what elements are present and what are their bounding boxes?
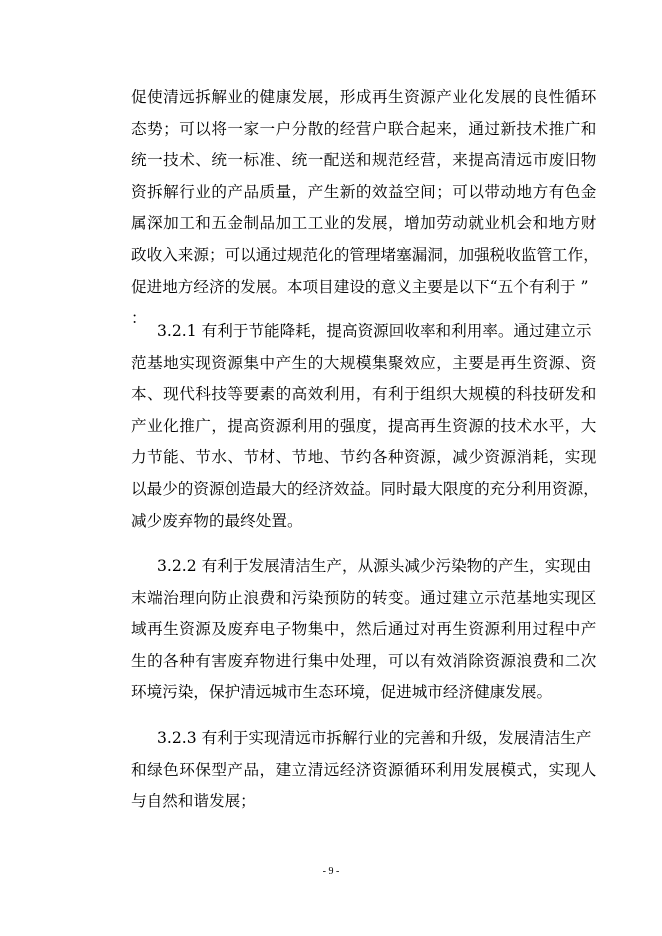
page-number: - 9 - [322, 866, 340, 877]
text-line: 减少废弃物的最终处置。 [131, 511, 303, 530]
text-line: 属深加工和五金制品加工工业的发展，增加劳动就业机会和地方财 [131, 214, 597, 233]
text-line: 态势；可以将一家一户分散的经营户联合起来，通过新技术推广和 [131, 119, 597, 138]
paragraph-intro [131, 82, 603, 335]
text-line: ： [131, 309, 147, 328]
paragraph-3-2-1 [131, 316, 603, 537]
paragraph-3-2-2 [131, 551, 603, 709]
text-line: 产业化推广，提高资源利用的强度，提高再生资源的技术水平，大 [131, 416, 597, 435]
text-line: 3.2.3 有利于实现清远市拆解行业的完善和升级，发展清洁生产 [157, 729, 592, 747]
text-line: 力节能、节水、节材、节地、节约各种资源，减少资源消耗，实现 [131, 448, 597, 467]
text-line: 促进地方经济的发展。本项目建设的意义主要是以下“五个有利于 ” [131, 277, 589, 296]
paragraph-3-2-3 [131, 723, 603, 818]
text-line: 和绿色环保型产品，建立清远经济资源循环利用发展模式，实现人 [131, 760, 597, 779]
text-line: 与自然和谐发展； [131, 792, 256, 811]
text-line: 3.2.2 有利于发展清洁生产，从源头减少污染物的产生，实现由 [157, 557, 592, 575]
text-line: 促使清远拆解业的健康发展，形成再生资源产业化发展的良性循环 [131, 88, 597, 106]
text-line: 统一技术、统一标准、统一配送和规范经营，来提高清远市废旧物 [131, 151, 597, 170]
text-line: 生的各种有害废弃物进行集中处理，可以有效消除资源浪费和二次 [131, 651, 597, 670]
text-line: 以最少的资源创造最大的经济效益。同时最大限度的充分利用资源， [131, 479, 599, 498]
text-line: 本、现代科技等要素的高效利用，有利于组织大规模的科技研发和 [131, 385, 597, 404]
text-line: 范基地实现资源集中产生的大规模集聚效应，主要是再生资源、资 [131, 353, 597, 372]
text-line: 末端治理向防止浪费和污染预防的转变。通过建立示范基地实现区 [131, 588, 597, 607]
text-line: 政收入来源；可以通过规范化的管理堵塞漏洞，加强税收监管工作， [131, 245, 599, 264]
text-line: 环境污染，保护清远城市生态环境，促进城市经济健康发展。 [131, 683, 553, 702]
text-line: 3.2.1 有利于节能降耗，提高资源回收率和利用率。通过建立示 [157, 322, 592, 340]
text-line: 资拆解行业的产品质量，产生新的效益空间；可以带动地方有色金 [131, 182, 597, 201]
text-line: 域再生资源及废弃电子物集中，然后通过对再生资源利用过程中产 [131, 620, 597, 639]
